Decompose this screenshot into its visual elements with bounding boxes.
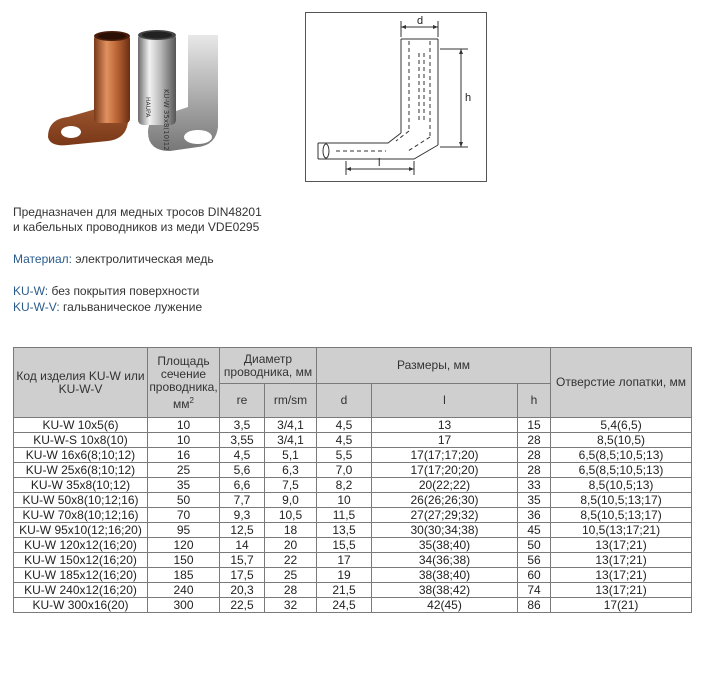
cell-area: 50	[148, 493, 220, 508]
cell-rm: 20	[265, 538, 317, 553]
cell-area: 10	[148, 418, 220, 433]
table-row	[14, 478, 692, 493]
cell-rm: 28	[265, 583, 317, 598]
cell-code: KU-W 240x12(16;20)	[14, 583, 148, 598]
cell-re: 14	[220, 538, 265, 553]
cell-l: 17(17;17;20)	[372, 448, 518, 463]
header-code: Код изделия KU-W или KU-W-V	[14, 348, 148, 418]
cell-d: 4,5	[317, 433, 372, 448]
cell-area: 25	[148, 463, 220, 478]
cell-h: 56	[518, 553, 551, 568]
cell-h: 86	[518, 598, 551, 613]
table-row	[14, 553, 692, 568]
cell-re: 5,6	[220, 463, 265, 478]
description-line-1: Предназначен для медных тросов DIN48201	[13, 205, 262, 219]
cell-area: 70	[148, 508, 220, 523]
header-h: h	[518, 384, 551, 418]
cell-code: KU-W-S 10x8(10)	[14, 433, 148, 448]
material-value: электролитическая медь	[75, 252, 214, 266]
cell-rm: 3/4,1	[265, 433, 317, 448]
cell-d: 13,5	[317, 523, 372, 538]
cell-hole: 8,5(10,5)	[551, 433, 692, 448]
cell-area: 300	[148, 598, 220, 613]
material-label: Материал:	[13, 252, 72, 266]
header-area: Площадь сечение проводника, $мм^2$	[148, 348, 220, 418]
cell-l: 17(17;20;20)	[372, 463, 518, 478]
cable-lugs-image	[38, 27, 251, 162]
cell-re: 20,3	[220, 583, 265, 598]
cell-rm: 9,0	[265, 493, 317, 508]
cell-h: 28	[518, 448, 551, 463]
table-row	[14, 538, 692, 553]
cell-hole: 10,5(13;17;21)	[551, 523, 692, 538]
cell-area: 185	[148, 568, 220, 583]
cell-h: 45	[518, 523, 551, 538]
table-row	[14, 493, 692, 508]
kuwv-label: KU-W-V:	[13, 300, 60, 314]
header-l: l	[372, 384, 518, 418]
header-dimensions: Размеры, мм	[317, 348, 551, 384]
cell-area: 95	[148, 523, 220, 538]
table-row	[14, 448, 692, 463]
header-hole: Отверстие лопатки, мм	[551, 348, 692, 418]
dimension-label-d: d	[417, 15, 424, 27]
cell-code: KU-W 10x5(6)	[14, 418, 148, 433]
cell-h: 60	[518, 568, 551, 583]
cell-hole: 13(17;21)	[551, 583, 692, 598]
cell-rm: 22	[265, 553, 317, 568]
cell-rm: 5,1	[265, 448, 317, 463]
cell-re: 15,7	[220, 553, 265, 568]
specification-table	[13, 347, 692, 613]
cell-l: 34(36;38)	[372, 553, 518, 568]
cell-re: 12,5	[220, 523, 265, 538]
kuw-label: KU-W:	[13, 284, 49, 298]
lug-marking-text: KU-W 35x8(10)12	[162, 89, 170, 151]
table-row	[14, 418, 692, 433]
description-line-2: и кабельных проводников из меди VDE0295	[13, 220, 260, 234]
cell-area: 150	[148, 553, 220, 568]
cell-l: 13	[372, 418, 518, 433]
cell-hole: 8,5(10,5;13;17)	[551, 508, 692, 523]
cell-l: 27(27;29;32)	[372, 508, 518, 523]
cell-rm: 3/4,1	[265, 418, 317, 433]
cell-hole: 13(17;21)	[551, 553, 692, 568]
cell-h: 35	[518, 493, 551, 508]
cell-code: KU-W 300x16(20)	[14, 598, 148, 613]
cell-d: 17	[317, 553, 372, 568]
product-photo	[38, 27, 251, 162]
cell-code: KU-W 25x6(8;10;12)	[14, 463, 148, 478]
cell-d: 19	[317, 568, 372, 583]
cell-h: 15	[518, 418, 551, 433]
cell-l: 35(38;40)	[372, 538, 518, 553]
cell-l: 42(45)	[372, 598, 518, 613]
cell-hole: 8,5(10,5;13)	[551, 478, 692, 493]
cell-code: KU-W 70x8(10;12;16)	[14, 508, 148, 523]
cell-d: 21,5	[317, 583, 372, 598]
cell-l: 26(26;26;30)	[372, 493, 518, 508]
cell-re: 17,5	[220, 568, 265, 583]
cell-rm: 6,3	[265, 463, 317, 478]
cell-rm: 18	[265, 523, 317, 538]
cell-rm: 32	[265, 598, 317, 613]
cell-hole: 6,5(8,5;10,5;13)	[551, 448, 692, 463]
table-row	[14, 433, 692, 448]
cell-rm: 10,5	[265, 508, 317, 523]
specification-table-body	[14, 418, 692, 613]
kuwv-line	[13, 300, 202, 315]
cell-rm: 25	[265, 568, 317, 583]
cell-code: KU-W 150x12(16;20)	[14, 553, 148, 568]
table-row	[14, 583, 692, 598]
table-row	[14, 508, 692, 523]
cell-d: 10	[317, 493, 372, 508]
cell-re: 9,3	[220, 508, 265, 523]
cell-hole: 8,5(10,5;13;17)	[551, 493, 692, 508]
cell-l: 20(22;22)	[372, 478, 518, 493]
cell-d: 8,2	[317, 478, 372, 493]
dimension-label-h: h	[465, 92, 472, 104]
cell-re: 4,5	[220, 448, 265, 463]
cell-d: 11,5	[317, 508, 372, 523]
cell-re: 3,55	[220, 433, 265, 448]
kuwv-value: гальваническое лужение	[63, 300, 203, 314]
cell-code: KU-W 185x12(16;20)	[14, 568, 148, 583]
cell-hole: 13(17;21)	[551, 538, 692, 553]
cell-l: 38(38;42)	[372, 583, 518, 598]
kuw-line	[13, 284, 199, 299]
cell-area: 35	[148, 478, 220, 493]
header-d: d	[317, 384, 372, 418]
cell-hole: 6,5(8,5;10,5;13)	[551, 463, 692, 478]
cell-d: 4,5	[317, 418, 372, 433]
cell-h: 74	[518, 583, 551, 598]
cell-re: 7,7	[220, 493, 265, 508]
cell-code: KU-W 95x10(12;16;20)	[14, 523, 148, 538]
dimension-label-l: l	[378, 157, 381, 169]
cell-l: 30(30;34;38)	[372, 523, 518, 538]
cell-h: 28	[518, 463, 551, 478]
cell-hole: 5,4(6,5)	[551, 418, 692, 433]
table-row	[14, 598, 692, 613]
table-row	[14, 463, 692, 478]
cell-area: 10	[148, 433, 220, 448]
cell-re: 22,5	[220, 598, 265, 613]
cell-code: KU-W 50x8(10;12;16)	[14, 493, 148, 508]
cell-re: 6,6	[220, 478, 265, 493]
cell-code: KU-W 120x12(16;20)	[14, 538, 148, 553]
cell-area: 120	[148, 538, 220, 553]
material-line	[13, 252, 214, 267]
cell-d: 5,5	[317, 448, 372, 463]
cell-d: 15,5	[317, 538, 372, 553]
cell-d: 7,0	[317, 463, 372, 478]
cell-h: 28	[518, 433, 551, 448]
header-re: re	[220, 384, 265, 418]
header-rmsm: rm/sm	[265, 384, 317, 418]
cell-hole: 13(17;21)	[551, 568, 692, 583]
cell-h: 33	[518, 478, 551, 493]
table-row	[14, 523, 692, 538]
cell-code: KU-W 16x6(8;10;12)	[14, 448, 148, 463]
kuw-value: без покрытия поверхности	[51, 284, 200, 298]
cell-code: KU-W 35x8(10;12)	[14, 478, 148, 493]
cell-l: 38(38;40)	[372, 568, 518, 583]
cell-l: 17	[372, 433, 518, 448]
cell-hole: 17(21)	[551, 598, 692, 613]
cell-area: 240	[148, 583, 220, 598]
lug-dimension-drawing	[306, 13, 486, 181]
header-diameter: Диаметр проводника, мм	[220, 348, 317, 384]
technical-drawing	[305, 12, 487, 182]
cell-re: 3,5	[220, 418, 265, 433]
lug-brand-text: HAUPA	[144, 97, 151, 118]
table-row	[14, 568, 692, 583]
cell-area: 16	[148, 448, 220, 463]
cell-h: 36	[518, 508, 551, 523]
cell-rm: 7,5	[265, 478, 317, 493]
cell-d: 24,5	[317, 598, 372, 613]
cell-h: 50	[518, 538, 551, 553]
